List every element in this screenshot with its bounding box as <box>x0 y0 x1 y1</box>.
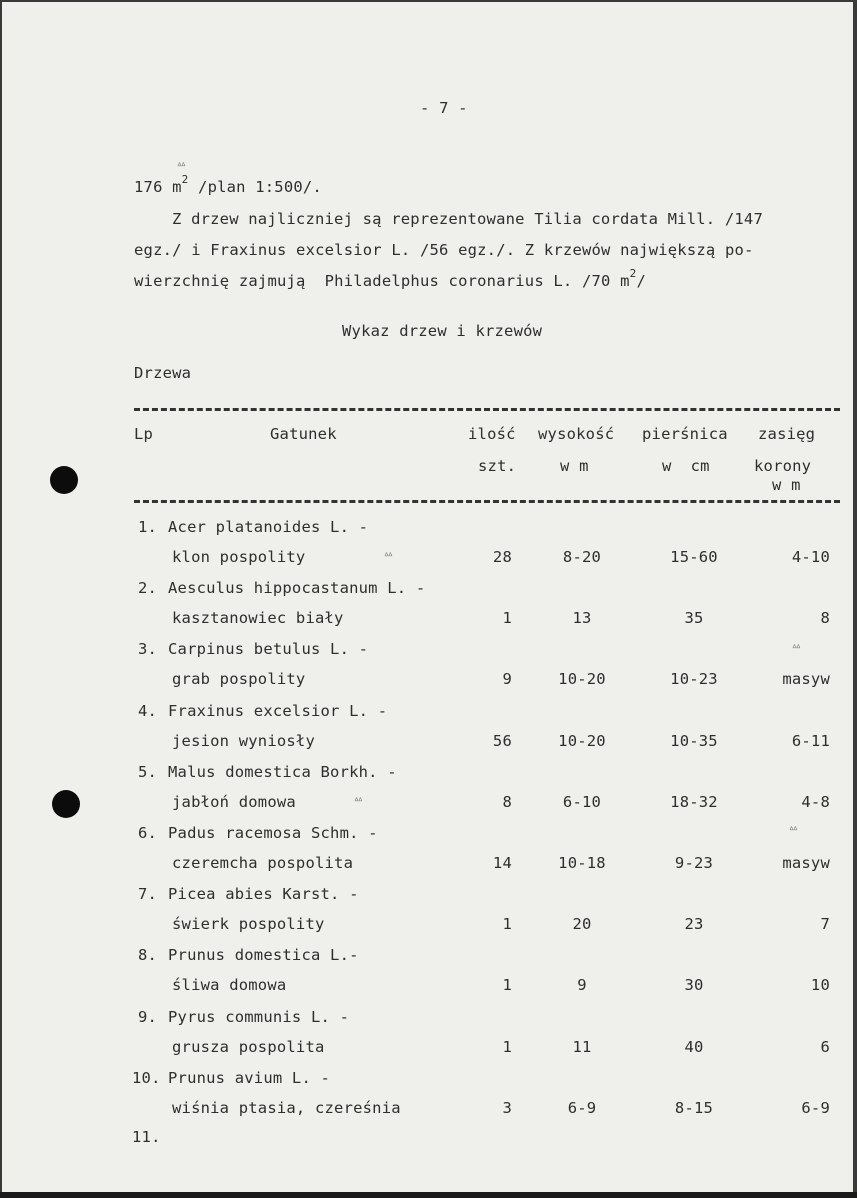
wysokosc-value: 6-9 <box>567 1099 597 1117</box>
row-number: 3. <box>138 640 158 658</box>
header-piersnica: pierśnica <box>642 425 728 443</box>
species-latin: Prunus domestica L.- <box>168 946 359 964</box>
zasieg-value: 7 <box>820 915 830 933</box>
species-latin: Padus racemosa Schm. - <box>168 824 378 842</box>
species-latin: Fraxinus excelsior L. - <box>168 702 388 720</box>
wysokosc-value: 20 <box>572 915 592 933</box>
zasieg-value: 10 <box>810 976 830 994</box>
wysokosc-value: 9 <box>577 976 587 994</box>
row-number: 10. <box>132 1069 161 1087</box>
header-ilosc-unit: szt. <box>478 457 517 475</box>
zasieg-value: masyw <box>782 854 830 872</box>
header-zasieg: zasięg <box>758 425 816 443</box>
intro-line-2: Z drzew najliczniej są reprezentowane Tilia cordata Mill. /147 <box>172 210 763 228</box>
punch-hole-top <box>50 466 78 494</box>
row-number: 1. <box>138 518 158 536</box>
ilosc-value: 1 <box>502 976 512 994</box>
wysokosc-value: 10-18 <box>558 854 606 872</box>
piersnica-value: 35 <box>684 609 704 627</box>
header-gatunek: Gatunek <box>270 425 337 443</box>
piersnica-value: 15-60 <box>670 548 718 566</box>
row-number: 4. <box>138 702 158 720</box>
table-rule-top <box>134 408 840 411</box>
species-latin: Carpinus betulus L. - <box>168 640 369 658</box>
stray-mark: ᐞᐞ <box>384 552 392 562</box>
zasieg-value: 4-8 <box>801 793 830 811</box>
intro-line-3: egz./ i Fraxinus excelsior L. /56 egz./. Z krzewów największą po- <box>134 241 754 259</box>
header-wysokosc: wysokość <box>538 425 615 443</box>
header-lp: Lp <box>134 425 154 443</box>
header-zasieg-unit-1: korony <box>754 457 812 475</box>
ilosc-value: 14 <box>492 854 512 872</box>
header-ilosc: ilość <box>468 425 516 443</box>
piersnica-value: 40 <box>684 1038 704 1056</box>
row-number: 5. <box>138 763 158 781</box>
trailing-row-number: 11. <box>132 1128 161 1146</box>
ilosc-value: 9 <box>502 670 512 688</box>
zasieg-value: masyw <box>782 670 830 688</box>
zasieg-value: 8 <box>820 609 830 627</box>
wysokosc-value: 11 <box>572 1038 592 1056</box>
header-zasieg-unit-2: w m <box>772 476 801 494</box>
ilosc-value: 8 <box>502 793 512 811</box>
species-polish: grab pospolity <box>172 670 306 688</box>
species-polish: świerk pospolity <box>172 915 325 933</box>
row-number: 6. <box>138 824 158 842</box>
ilosc-value: 28 <box>492 548 512 566</box>
species-polish: jesion wyniosły <box>172 732 315 750</box>
piersnica-value: 18-32 <box>670 793 718 811</box>
document-page <box>2 2 853 1192</box>
row-number: 2. <box>138 579 158 597</box>
zasieg-value: 4-10 <box>791 548 830 566</box>
ilosc-value: 3 <box>502 1099 512 1117</box>
ilosc-value: 1 <box>502 609 512 627</box>
piersnica-value: 23 <box>684 915 704 933</box>
stray-mark: ᐞᐞ <box>177 162 185 172</box>
species-polish: klon pospolity <box>172 548 306 566</box>
wysokosc-value: 10-20 <box>558 670 606 688</box>
species-latin: Picea abies Karst. - <box>168 885 359 903</box>
row-number: 9. <box>138 1008 158 1026</box>
ilosc-value: 1 <box>502 1038 512 1056</box>
scan-edge <box>0 1192 857 1198</box>
wysokosc-value: 6-10 <box>562 793 602 811</box>
species-latin: Prunus avium L. - <box>168 1069 331 1087</box>
row-number: 8. <box>138 946 158 964</box>
punch-hole-bottom <box>52 790 80 818</box>
species-latin: Malus domestica Borkh. - <box>168 763 397 781</box>
table-title: Wykaz drzew i krzewów <box>342 322 543 340</box>
stray-mark: ᐞᐞ <box>789 826 797 836</box>
table-rule-bottom <box>134 500 840 503</box>
row-number: 7. <box>138 885 158 903</box>
zasieg-value: 6 <box>820 1038 830 1056</box>
ilosc-value: 1 <box>502 915 512 933</box>
wysokosc-value: 13 <box>572 609 592 627</box>
species-polish: kasztanowiec biały <box>172 609 344 627</box>
species-polish: wiśnia ptasia, czereśnia <box>172 1099 401 1117</box>
species-latin: Pyrus communis L. - <box>168 1008 350 1026</box>
stray-mark: ᐞᐞ <box>792 644 800 654</box>
piersnica-value: 9-23 <box>674 854 714 872</box>
piersnica-value: 8-15 <box>674 1099 714 1117</box>
wysokosc-value: 8-20 <box>562 548 602 566</box>
intro-line-1: 176 $m^2$ /plan 1:500/. <box>134 173 322 196</box>
species-polish: grusza pospolita <box>172 1038 325 1056</box>
piersnica-value: 10-35 <box>670 732 718 750</box>
header-piersnica-unit: w cm <box>662 457 710 475</box>
ilosc-value: 56 <box>492 732 512 750</box>
piersnica-value: 10-23 <box>670 670 718 688</box>
zasieg-value: 6-9 <box>801 1099 830 1117</box>
page-number: - 7 - <box>420 99 468 117</box>
header-wysokosc-unit: w m <box>560 457 589 475</box>
species-polish: czeremcha pospolita <box>172 854 354 872</box>
wysokosc-value: 10-20 <box>558 732 606 750</box>
species-polish: śliwa domowa <box>172 976 287 994</box>
species-polish: jabłoń domowa <box>172 793 296 811</box>
piersnica-value: 30 <box>684 976 704 994</box>
intro-line-4: wierzchnię zajmują Philadelphus coronarius L. /70 $m^2/$ <box>134 267 647 290</box>
stray-mark: ᐞᐞ <box>354 797 362 807</box>
species-latin: Aesculus hippocastanum L. - <box>168 579 426 597</box>
zasieg-value: 6-11 <box>791 732 830 750</box>
section-title: Drzewa <box>134 364 192 382</box>
species-latin: Acer platanoides L. - <box>168 518 369 536</box>
